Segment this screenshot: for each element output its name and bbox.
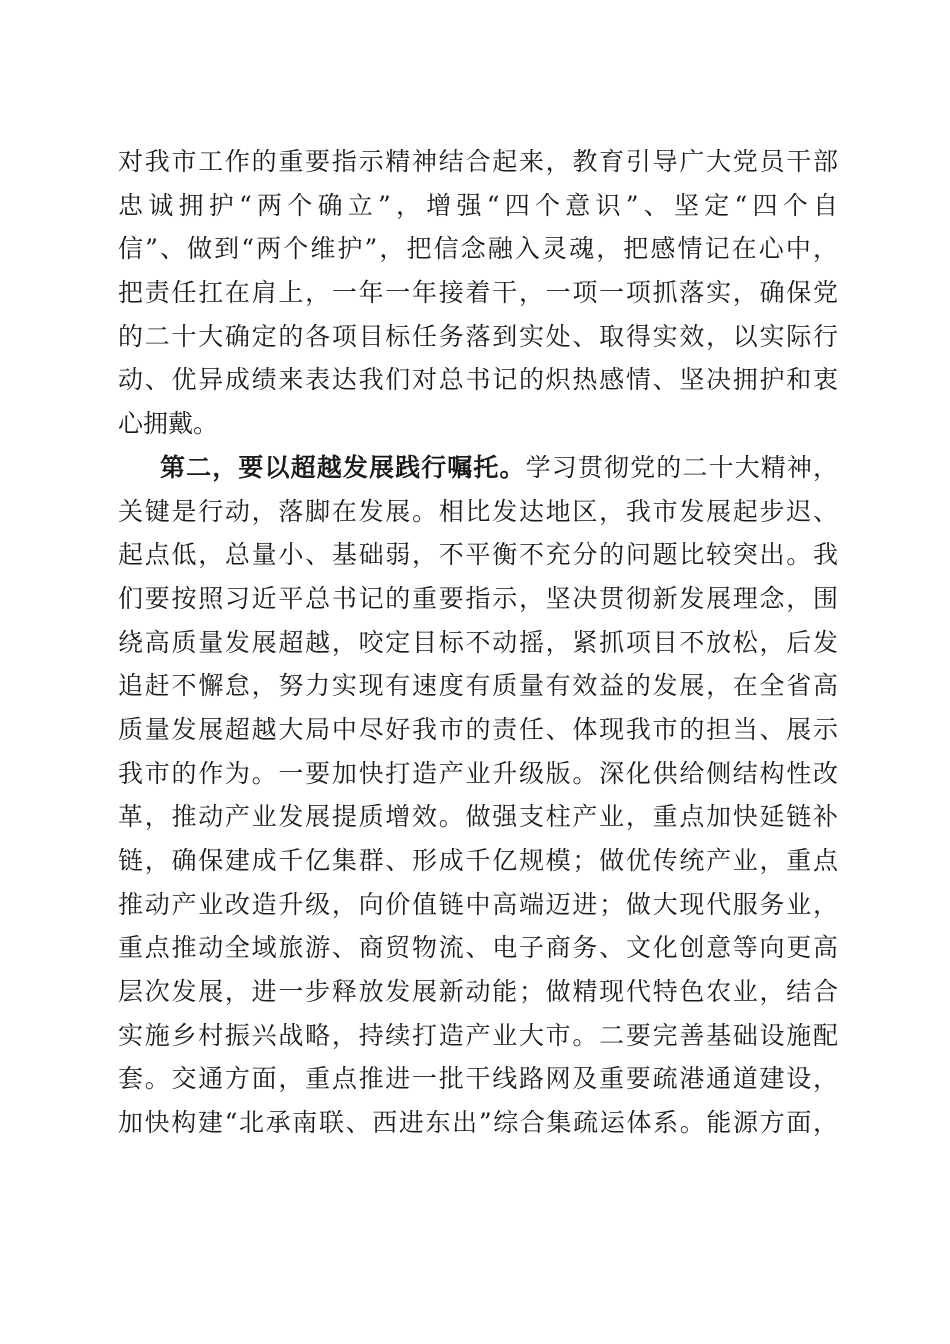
- text-line: 动、优异成绩来表达我们对总书记的炽热感情、坚决拥护和衷: [118, 365, 838, 395]
- text-line: 起点低，总量小、基础弱，不平衡不充分的问题比较突出。我: [118, 540, 838, 570]
- text-span: 学习贯彻党的二十大精神，: [525, 452, 838, 482]
- text-line: 链，确保建成千亿集群、形成千亿规模；做优传统产业，重点: [118, 846, 838, 875]
- text-line: 推动产业改造升级，向价值链中高端迈进；做大现代服务业，: [118, 889, 838, 919]
- text-line: 心拥戴。: [118, 409, 219, 439]
- section-heading: 第二，要以超越发展践行嘱托。: [160, 452, 526, 482]
- text-line: 把责任扛在肩上，一年一年接着干，一项一项抓落实，确保党: [118, 278, 838, 308]
- text-line: 套。交通方面，重点推进一批干线路网及重要疏港通道建设，: [118, 1064, 838, 1094]
- text-line: 实施乡村振兴战略，持续打造产业大市。二要完善基础设施配: [118, 1020, 838, 1050]
- text-line: 忠诚拥护“两个确立”，增强“四个意识”、坚定“四个自: [118, 190, 838, 220]
- text-line: 质量发展超越大局中尽好我市的责任、体现我市的担当、展示: [118, 714, 838, 744]
- paragraph-1: [118, 140, 838, 446]
- text-line: 追赶不懈怠，努力实现有速度有质量有效益的发展，在全省高: [118, 671, 838, 701]
- text-line: 对我市工作的重要指示精神结合起来，教育引导广大党员干部: [118, 147, 838, 176]
- text-line: 革，推动产业发展提质增效。做强支柱产业，重点加快延链补: [118, 802, 838, 832]
- paragraph-2: [118, 446, 838, 1145]
- text-line: 们要按照习近平总书记的重要指示，坚决贯彻新发展理念，围: [118, 583, 838, 613]
- text-line: 关键是行动，落脚在发展。相比发达地区，我市发展起步迟、: [118, 496, 838, 526]
- text-line: 的二十大确定的各项目标任务落到实处、取得实效，以实际行: [118, 321, 838, 351]
- text-line: 绕高质量发展超越，咬定目标不动摇，紧抓项目不放松，后发: [118, 627, 838, 657]
- text-line: 加快构建“北承南联、西进东出”综合集疏运体系。能源方面，: [118, 1108, 838, 1138]
- text-line: 信”、做到“两个维护”，把信念融入灵魂，把感情记在心中，: [118, 234, 838, 264]
- text-line: 我市的作为。一要加快打造产业升级版。深化供给侧结构性改: [118, 758, 838, 788]
- text-line: 层次发展，进一步释放发展新动能；做精现代特色农业，结合: [118, 977, 838, 1007]
- text-line-first: [118, 446, 838, 490]
- document-body: [118, 140, 838, 1145]
- text-line: 重点推动全域旅游、商贸物流、电子商务、文化创意等向更高: [118, 933, 838, 963]
